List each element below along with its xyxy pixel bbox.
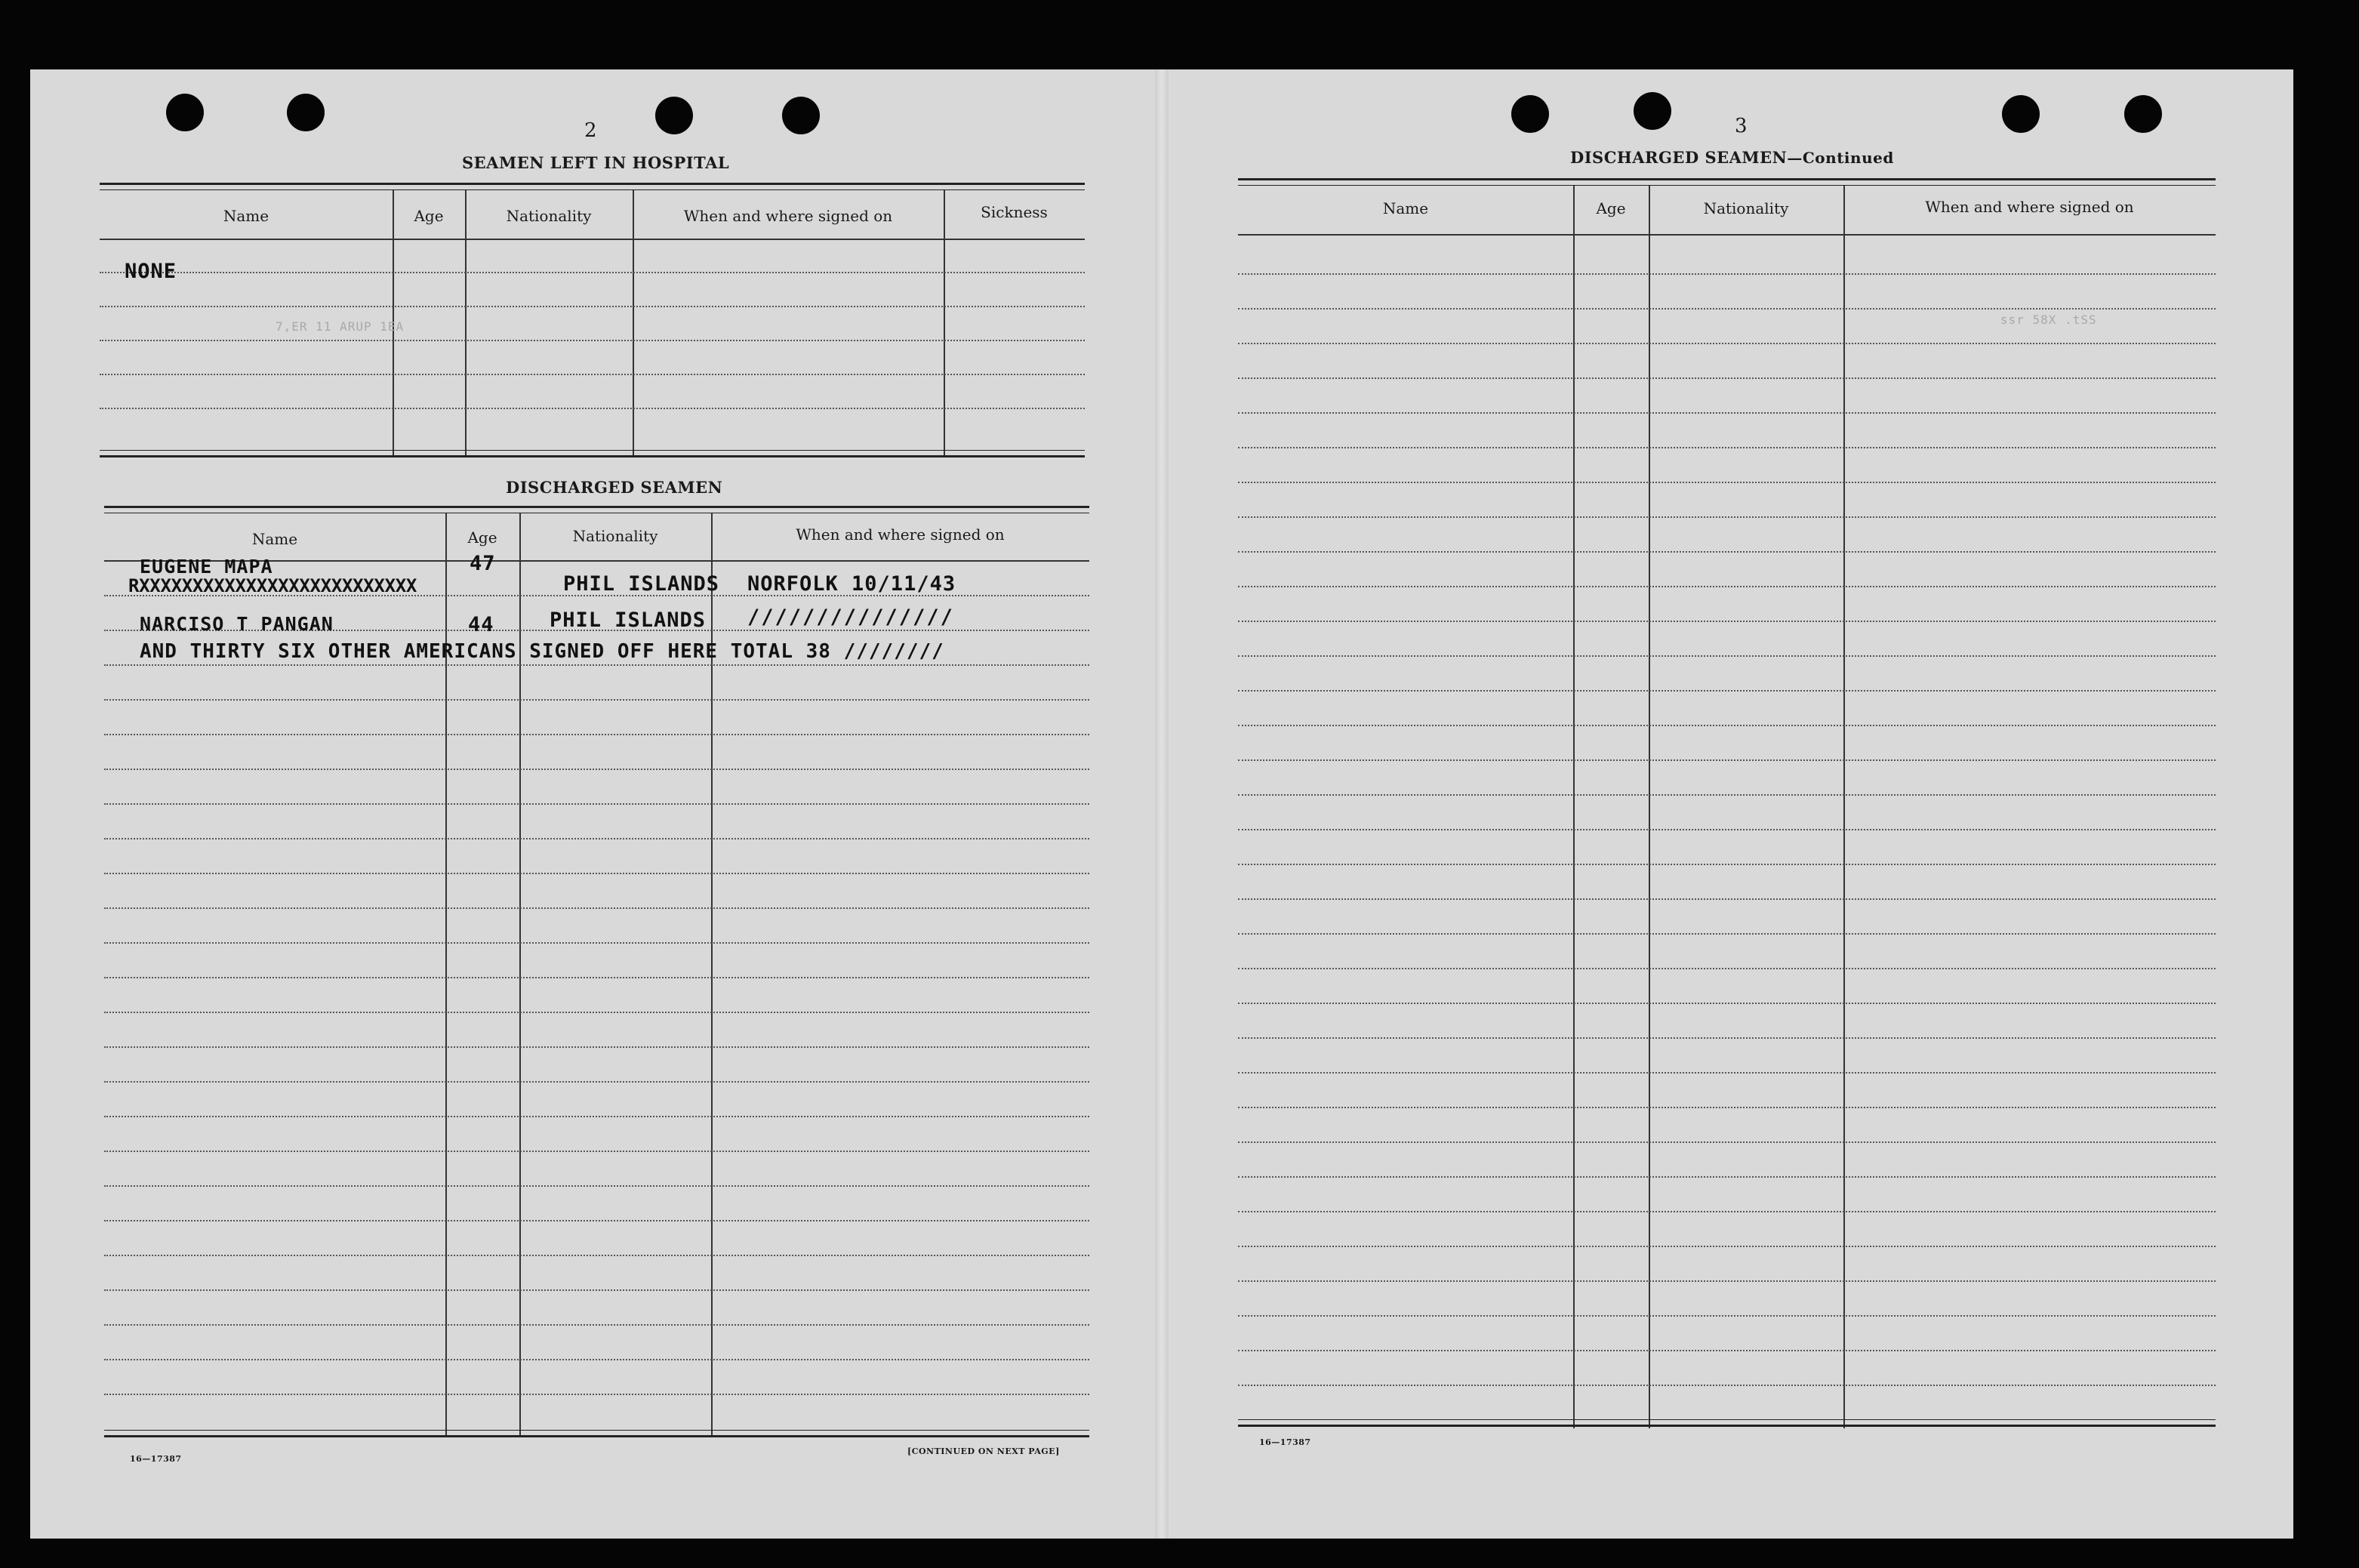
row-rule <box>104 734 1089 735</box>
col-header-name: Name <box>251 530 298 548</box>
hospital-table <box>100 183 1085 462</box>
table-bottom-rule <box>100 450 1085 457</box>
punch-hole <box>2124 95 2162 133</box>
col-header-nationality: Nationality <box>572 527 658 545</box>
table-top-rule <box>104 506 1089 513</box>
row-rule <box>104 699 1089 701</box>
row-rule <box>1238 759 2216 761</box>
row-rule <box>100 340 1085 341</box>
row-rule <box>1238 343 2216 344</box>
seaman-age: 47 <box>470 552 496 575</box>
seaman-nationality: PHIL ISLANDS <box>550 608 707 632</box>
seaman-signed-on: NORFOLK 10/11/43 <box>747 572 956 596</box>
row-rule <box>1238 690 2216 692</box>
col-header-nationality: Nationality <box>1703 199 1789 217</box>
row-rule <box>1238 655 2216 657</box>
row-rule <box>1238 447 2216 448</box>
row-rule <box>1238 1246 2216 1247</box>
seaman-struck-entry: RXXXXXXXXXXXXXXXXXXXXXXXXXX <box>128 575 417 596</box>
row-rule <box>1238 1280 2216 1282</box>
row-rule <box>104 1324 1089 1326</box>
column-divider <box>1843 186 1845 1428</box>
punch-hole <box>1634 92 1671 130</box>
row-rule <box>1238 1141 2216 1143</box>
row-rule <box>104 1255 1089 1256</box>
col-header-sickness: Sickness <box>981 203 1048 221</box>
row-rule <box>104 1116 1089 1117</box>
col-header-name: Name <box>1382 199 1429 217</box>
col-header-signed-on: When and where signed on <box>796 525 1005 544</box>
row-rule <box>1238 1176 2216 1178</box>
row-rule <box>1238 308 2216 310</box>
table-bottom-rule <box>104 1430 1089 1437</box>
row-rule <box>104 1394 1089 1395</box>
left-page-number: 2 <box>584 119 597 142</box>
row-rule <box>1238 551 2216 553</box>
row-rule <box>1238 273 2216 275</box>
row-rule <box>1238 1037 2216 1039</box>
right-title-main: DISCHARGED SEAMEN <box>1570 148 1788 167</box>
punch-hole <box>2002 95 2040 133</box>
seaman-nationality: PHIL ISLANDS <box>563 572 720 596</box>
continued-note: [CONTINUED ON NEXT PAGE] <box>907 1446 1060 1456</box>
row-rule <box>104 838 1089 839</box>
row-rule <box>104 1081 1089 1083</box>
punch-hole <box>166 94 204 131</box>
row-rule <box>1238 1072 2216 1074</box>
row-rule <box>1238 968 2216 969</box>
row-rule <box>1238 1350 2216 1351</box>
row-rule <box>1238 933 2216 935</box>
row-rule <box>1238 1107 2216 1108</box>
right-page-title <box>1570 148 1894 167</box>
col-header-signed-on: When and where signed on <box>683 207 893 225</box>
row-rule <box>104 1220 1089 1221</box>
row-rule <box>104 769 1089 770</box>
row-rule <box>1238 482 2216 483</box>
col-header-age: Age <box>467 528 497 547</box>
row-rule <box>1238 1211 2216 1212</box>
row-rule <box>1238 1315 2216 1317</box>
row-rule <box>104 1151 1089 1152</box>
row-rule <box>104 1012 1089 1013</box>
hospital-entry-none: NONE <box>125 260 177 283</box>
faint-bleedthrough: 7,ER 11 ARUP 1EA <box>276 319 405 334</box>
table-bottom-rule <box>1238 1419 2216 1427</box>
row-rule <box>104 942 1089 944</box>
form-number: 16—17387 <box>130 1454 182 1464</box>
form-number: 16—17387 <box>1259 1437 1311 1447</box>
row-rule <box>104 977 1089 978</box>
row-rule <box>100 306 1085 307</box>
column-divider <box>944 190 945 456</box>
row-rule <box>104 664 1089 666</box>
row-rule <box>1238 864 2216 865</box>
row-rule <box>1238 1385 2216 1386</box>
row-rule <box>1238 829 2216 830</box>
row-rule <box>1238 621 2216 622</box>
column-divider <box>1649 186 1650 1428</box>
seaman-name: EUGENE MAPA <box>140 556 273 578</box>
punch-hole <box>1511 95 1549 133</box>
punch-hole <box>287 94 325 131</box>
col-header-nationality: Nationality <box>506 207 592 225</box>
column-divider <box>465 190 467 456</box>
faint-bleedthrough: ssr 58X .tSS <box>2000 313 2097 327</box>
col-header-signed-on: When and where signed on <box>1925 198 2134 216</box>
right-title-suffix: —Continued <box>1787 149 1894 167</box>
row-rule <box>100 374 1085 375</box>
seaman-signed-on: /////////////// <box>747 605 954 629</box>
row-rule <box>104 873 1089 874</box>
col-header-name: Name <box>223 207 269 225</box>
col-header-age: Age <box>414 207 444 225</box>
row-rule <box>100 272 1085 273</box>
right-page-number: 3 <box>1735 115 1748 137</box>
row-rule <box>1238 794 2216 796</box>
row-rule <box>1238 586 2216 587</box>
row-rule <box>100 408 1085 409</box>
column-divider <box>633 190 634 456</box>
row-rule <box>104 1046 1089 1048</box>
row-rule <box>1238 898 2216 900</box>
row-rule <box>104 907 1089 909</box>
summary-line: AND THIRTY SIX OTHER AMERICANS SIGNED OFF HERE TOTAL 38 //////// <box>140 640 944 663</box>
row-rule <box>104 1359 1089 1360</box>
punch-hole <box>782 97 820 134</box>
header-rule <box>1238 234 2216 236</box>
hospital-section-title: SEAMEN LEFT IN HOSPITAL <box>462 153 730 172</box>
seaman-age: 44 <box>468 613 494 636</box>
seaman-name: NARCISO T PANGAN <box>140 613 334 635</box>
column-divider <box>1573 186 1575 1428</box>
row-rule <box>104 803 1089 805</box>
discharged-continued-table <box>1238 178 2216 1425</box>
center-fold <box>1155 69 1169 1539</box>
discharged-section-title: DISCHARGED SEAMEN <box>506 478 723 497</box>
row-rule <box>1238 1003 2216 1004</box>
row-rule <box>104 1185 1089 1187</box>
header-rule <box>100 239 1085 240</box>
row-rule <box>1238 725 2216 726</box>
col-header-age: Age <box>1596 199 1626 217</box>
row-rule <box>1238 412 2216 414</box>
row-rule <box>1238 516 2216 518</box>
table-top-rule <box>1238 178 2216 186</box>
row-rule <box>1238 377 2216 379</box>
row-rule <box>104 1289 1089 1291</box>
table-top-rule <box>100 183 1085 190</box>
punch-hole <box>655 97 693 134</box>
